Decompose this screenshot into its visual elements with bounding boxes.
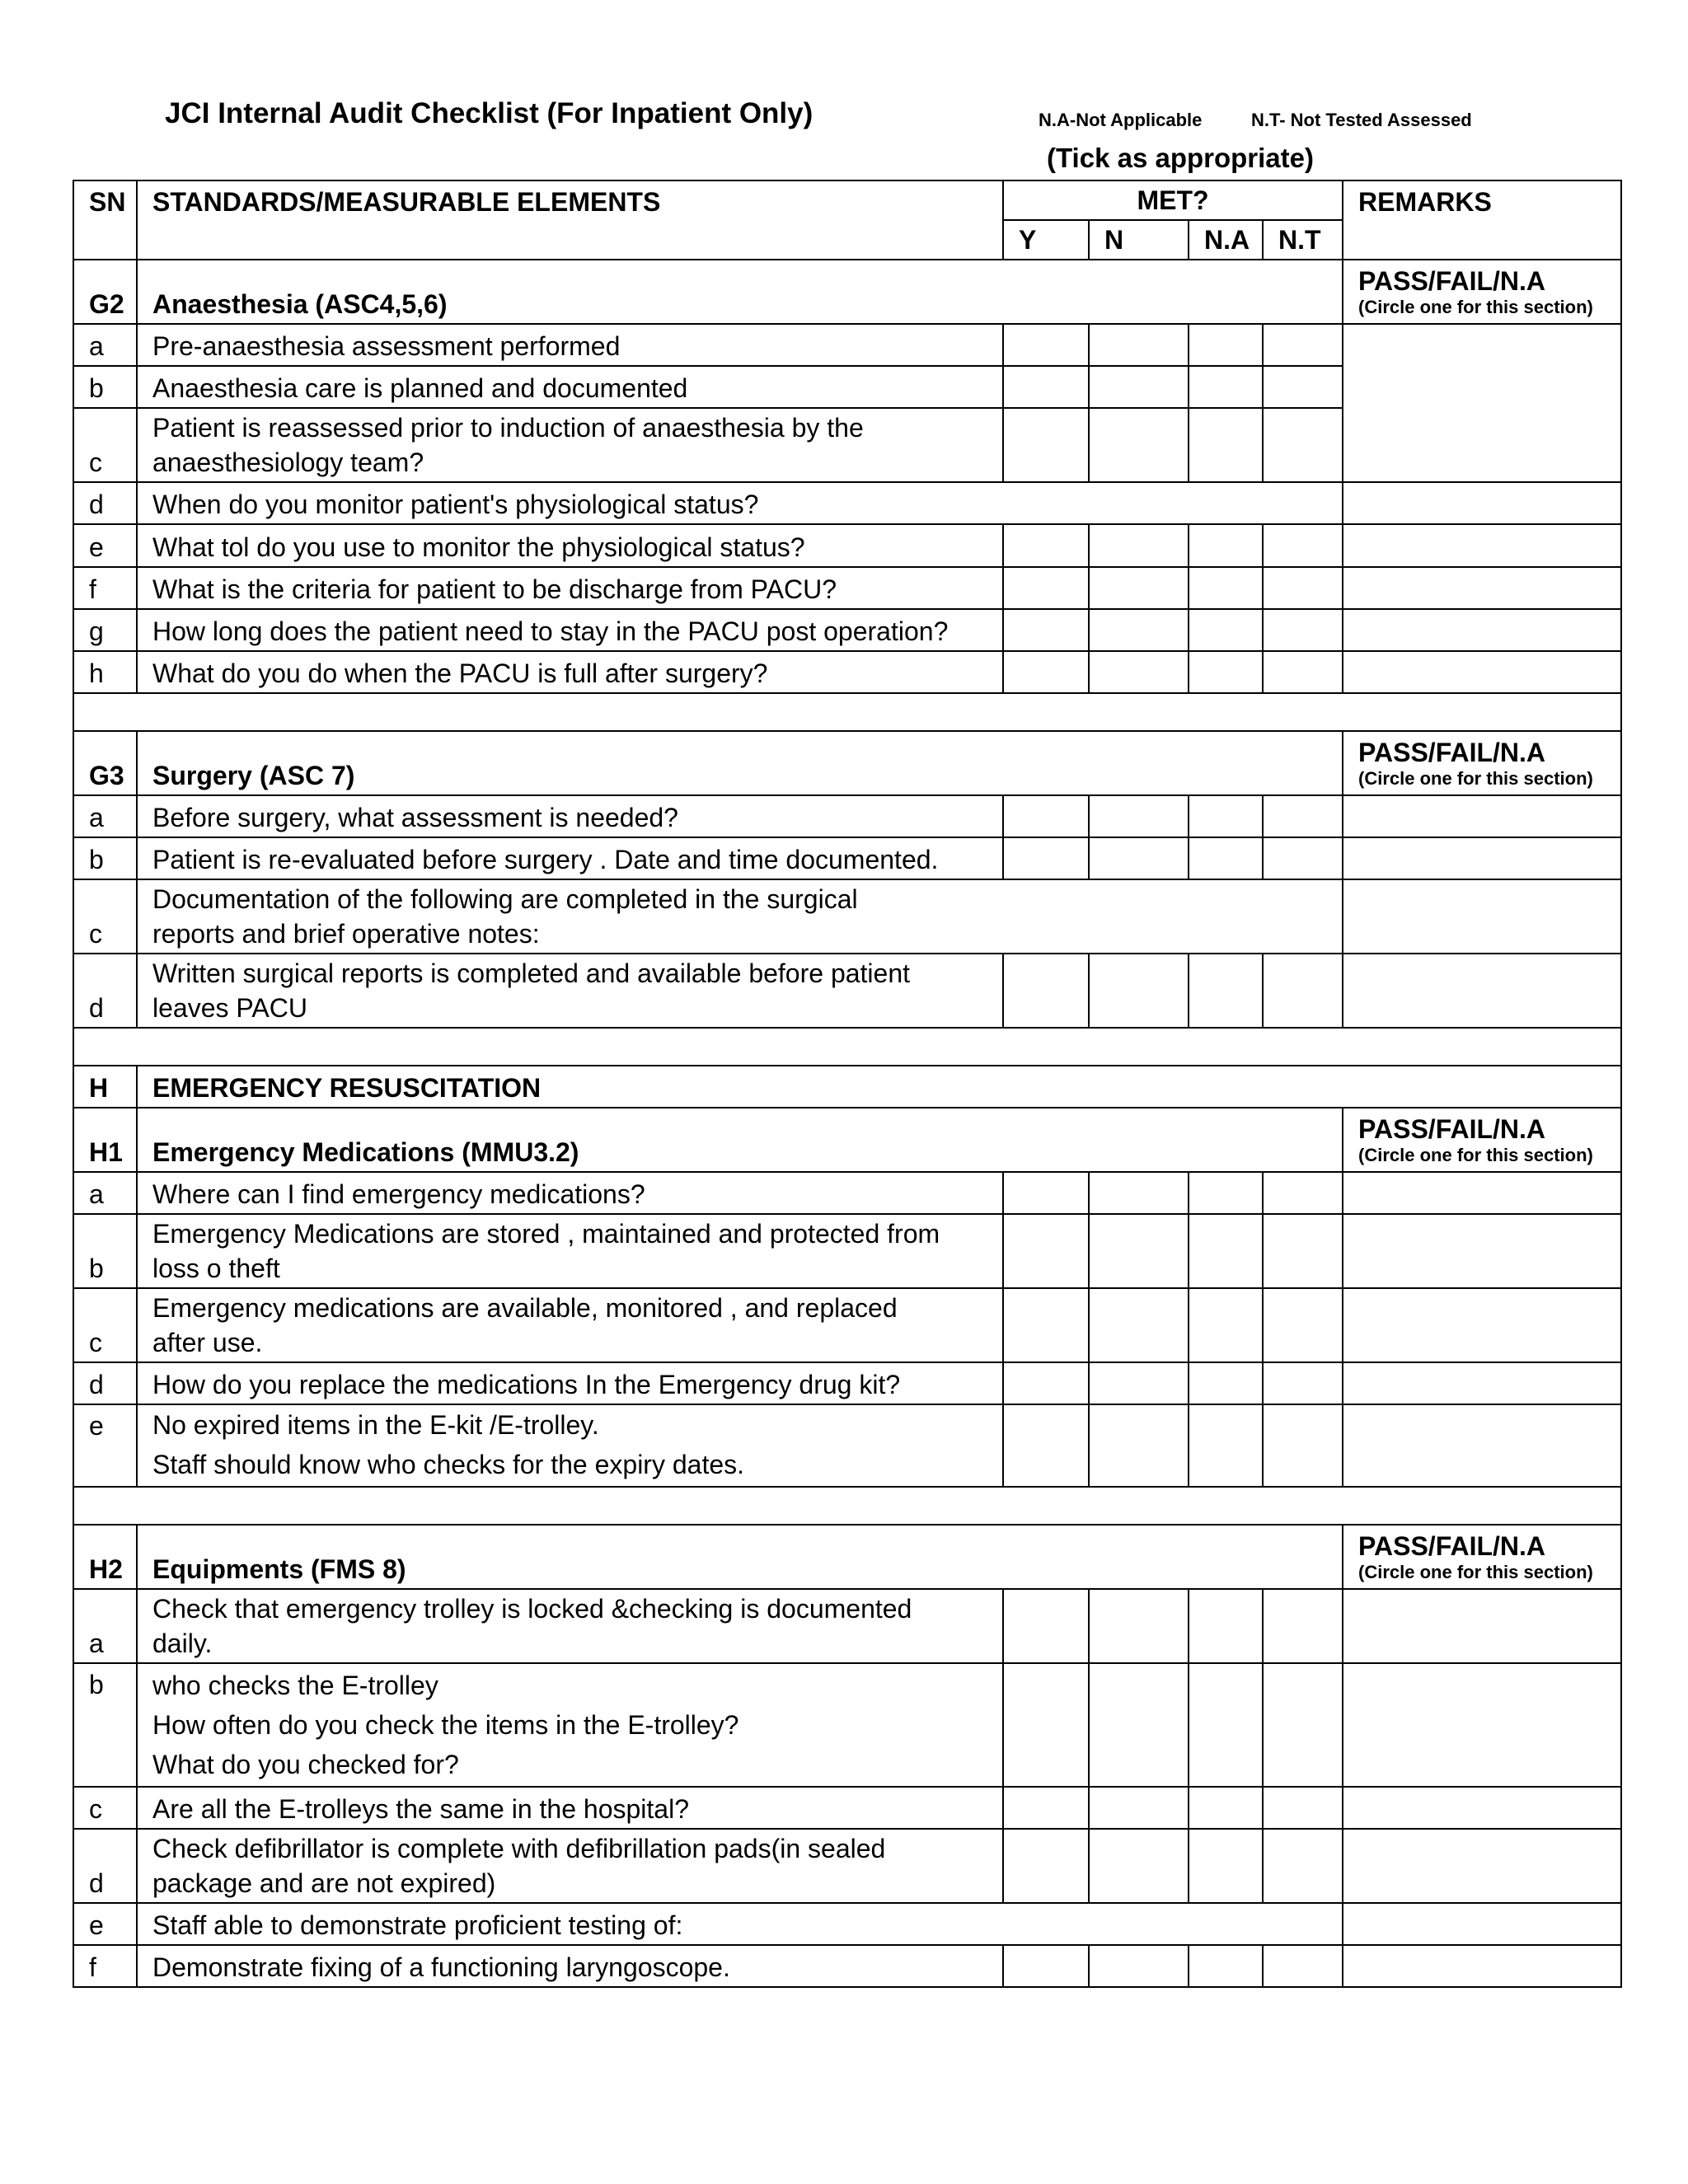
remarks-cell[interactable] xyxy=(1343,1787,1621,1829)
table-row xyxy=(73,609,1621,651)
met-nt-checkbox[interactable] xyxy=(1263,1362,1343,1404)
item-sn: e xyxy=(73,1404,137,1487)
item-sn: c xyxy=(73,1787,137,1829)
item-text-line: anaesthesiology team? xyxy=(152,448,424,477)
pass-fail-label: PASS/FAIL/N.A xyxy=(1358,738,1546,767)
table-row xyxy=(73,482,1621,524)
table-row xyxy=(73,1829,1621,1903)
item-sn: d xyxy=(73,1829,137,1903)
column-header-standards: STANDARDS/MEASURABLE ELEMENTS xyxy=(137,180,1003,260)
met-na-checkbox[interactable] xyxy=(1189,1829,1263,1903)
item-sn: d xyxy=(73,1362,137,1404)
remarks-cell[interactable] xyxy=(1343,879,1621,954)
section-header-h xyxy=(73,1066,1621,1108)
item-text: Anaesthesia care is planned and documented xyxy=(137,366,1003,408)
met-y-checkbox[interactable] xyxy=(1003,1362,1089,1404)
item-sn: d xyxy=(73,954,137,1028)
met-nt-checkbox[interactable] xyxy=(1263,1288,1343,1362)
pass-fail-cell[interactable] xyxy=(1343,1525,1621,1589)
met-nt-checkbox[interactable] xyxy=(1263,609,1343,651)
met-nt-checkbox[interactable] xyxy=(1263,651,1343,693)
met-n-checkbox[interactable] xyxy=(1089,1787,1189,1829)
met-y-checkbox[interactable] xyxy=(1003,795,1089,837)
met-na-checkbox[interactable] xyxy=(1189,408,1263,482)
table-row xyxy=(73,651,1621,693)
item-sn: e xyxy=(73,524,137,567)
met-na-checkbox[interactable] xyxy=(1189,1589,1263,1663)
met-na-checkbox[interactable] xyxy=(1189,795,1263,837)
pass-fail-label: PASS/FAIL/N.A xyxy=(1358,266,1546,296)
met-na-checkbox[interactable] xyxy=(1189,1945,1263,1987)
table-row xyxy=(73,1663,1621,1787)
met-nt-checkbox[interactable] xyxy=(1263,1829,1343,1903)
met-nt-checkbox[interactable] xyxy=(1263,567,1343,609)
section-title: EMERGENCY RESUSCITATION xyxy=(137,1066,1621,1108)
column-header-nt: N.T xyxy=(1263,220,1343,260)
remarks-cell[interactable] xyxy=(1343,954,1621,1028)
remarks-cell[interactable] xyxy=(1343,1663,1621,1787)
item-sn: a xyxy=(73,324,137,366)
met-y-checkbox[interactable] xyxy=(1003,324,1089,366)
circle-note: (Circle one for this section) xyxy=(1358,297,1593,317)
met-n-checkbox[interactable] xyxy=(1089,837,1189,879)
met-n-checkbox[interactable] xyxy=(1089,408,1189,482)
met-n-checkbox[interactable] xyxy=(1089,1945,1189,1987)
item-text: When do you monitor patient's physiological status? xyxy=(137,482,1343,524)
remarks-cell[interactable] xyxy=(1343,609,1621,651)
item-text: Pre-anaesthesia assessment performed xyxy=(137,324,1003,366)
met-n-checkbox[interactable] xyxy=(1089,366,1189,408)
item-text-line: reports and brief operative notes: xyxy=(152,919,540,949)
met-n-checkbox[interactable] xyxy=(1089,1589,1189,1663)
met-nt-checkbox[interactable] xyxy=(1263,324,1343,366)
section-title: Surgery (ASC 7) xyxy=(137,731,1343,795)
met-y-checkbox[interactable] xyxy=(1003,1404,1089,1487)
met-y-checkbox[interactable] xyxy=(1003,1214,1089,1288)
column-header-n: N xyxy=(1089,220,1189,260)
item-text xyxy=(137,408,1003,482)
item-sn: a xyxy=(73,1589,137,1663)
remarks-cell[interactable] xyxy=(1343,482,1621,524)
item-sn: c xyxy=(73,1288,137,1362)
met-n-checkbox[interactable] xyxy=(1089,1214,1189,1288)
table-row xyxy=(73,1288,1621,1362)
remarks-cell[interactable] xyxy=(1343,1214,1621,1288)
item-text: What is the criteria for patient to be discharge from PACU? xyxy=(137,567,1003,609)
spacer-row xyxy=(73,693,1621,731)
item-text-line: Emergency medications are available, monitored , and replaced xyxy=(152,1293,898,1323)
met-nt-checkbox[interactable] xyxy=(1263,1787,1343,1829)
met-nt-checkbox[interactable] xyxy=(1263,795,1343,837)
column-header-remarks: REMARKS xyxy=(1343,180,1621,260)
met-nt-checkbox[interactable] xyxy=(1263,366,1343,408)
spacer-cell xyxy=(73,693,1621,731)
item-text-line: How often do you check the items in the E-trolley? xyxy=(152,1710,739,1740)
item-sn: b xyxy=(73,1663,137,1787)
column-header-sn: SN xyxy=(73,180,137,260)
table-row xyxy=(73,1362,1621,1404)
circle-note: (Circle one for this section) xyxy=(1358,1562,1593,1582)
table-row xyxy=(73,954,1621,1028)
met-nt-checkbox[interactable] xyxy=(1263,1404,1343,1487)
item-text: What tol do you use to monitor the physiological status? xyxy=(137,524,1003,567)
spacer-cell xyxy=(73,1487,1621,1525)
item-text xyxy=(137,1288,1003,1362)
section-code: G2 xyxy=(73,260,137,324)
met-n-checkbox[interactable] xyxy=(1089,1288,1189,1362)
remarks-cell[interactable] xyxy=(1343,795,1621,837)
item-text-line: What do you checked for? xyxy=(152,1750,459,1779)
item-text-line: daily. xyxy=(152,1629,213,1658)
met-na-checkbox[interactable] xyxy=(1189,366,1263,408)
met-n-checkbox[interactable] xyxy=(1089,1829,1189,1903)
met-na-checkbox[interactable] xyxy=(1189,1288,1263,1362)
item-text-line: Check that emergency trolley is locked &checking is documented xyxy=(152,1594,912,1624)
table-row xyxy=(73,1214,1621,1288)
met-y-checkbox[interactable] xyxy=(1003,408,1089,482)
item-sn: b xyxy=(73,1214,137,1288)
section-code: H1 xyxy=(73,1108,137,1172)
remarks-cell[interactable] xyxy=(1343,324,1621,482)
met-n-checkbox[interactable] xyxy=(1089,1362,1189,1404)
item-text xyxy=(137,1663,1003,1787)
met-y-checkbox[interactable] xyxy=(1003,1288,1089,1362)
item-sn: f xyxy=(73,567,137,609)
item-text-line: Patient is reassessed prior to induction of anaesthesia by the xyxy=(152,413,864,443)
table-row xyxy=(73,567,1621,609)
met-y-checkbox[interactable] xyxy=(1003,1787,1089,1829)
pass-fail-cell[interactable] xyxy=(1343,260,1621,324)
item-sn: d xyxy=(73,482,137,524)
met-na-checkbox[interactable] xyxy=(1189,1362,1263,1404)
remarks-cell[interactable] xyxy=(1343,524,1621,567)
item-text-line: package and are not expired) xyxy=(152,1868,496,1898)
remarks-cell[interactable] xyxy=(1343,1903,1621,1945)
item-text xyxy=(137,1589,1003,1663)
item-text xyxy=(137,1404,1003,1487)
met-n-checkbox[interactable] xyxy=(1089,1404,1189,1487)
item-text: What do you do when the PACU is full after surgery? xyxy=(137,651,1003,693)
remarks-cell[interactable] xyxy=(1343,1945,1621,1987)
section-header-g3 xyxy=(73,731,1621,795)
table-row xyxy=(73,1404,1621,1487)
circle-note: (Circle one for this section) xyxy=(1358,768,1593,789)
table-row xyxy=(73,879,1621,954)
met-nt-checkbox[interactable] xyxy=(1263,954,1343,1028)
met-nt-checkbox[interactable] xyxy=(1263,408,1343,482)
met-n-checkbox[interactable] xyxy=(1089,524,1189,567)
item-text xyxy=(137,1829,1003,1903)
table-row xyxy=(73,837,1621,879)
remarks-cell[interactable] xyxy=(1343,1288,1621,1362)
section-header-g2 xyxy=(73,260,1621,324)
met-n-checkbox[interactable] xyxy=(1089,1172,1189,1214)
met-y-checkbox[interactable] xyxy=(1003,567,1089,609)
met-y-checkbox[interactable] xyxy=(1003,1829,1089,1903)
remarks-cell[interactable] xyxy=(1343,1404,1621,1487)
spacer-cell xyxy=(73,1028,1621,1066)
met-n-checkbox[interactable] xyxy=(1089,567,1189,609)
item-text-line: who checks the E-trolley xyxy=(152,1671,438,1700)
met-nt-checkbox[interactable] xyxy=(1263,524,1343,567)
remarks-cell[interactable] xyxy=(1343,1829,1621,1903)
pass-fail-cell[interactable] xyxy=(1343,731,1621,795)
item-text-line: Documentation of the following are completed in the surgical xyxy=(152,884,858,914)
remarks-cell[interactable] xyxy=(1343,1589,1621,1663)
legend-not-applicable: N.A-Not Applicable xyxy=(1039,110,1203,130)
item-text: Are all the E-trolleys the same in the hospital? xyxy=(137,1787,1003,1829)
met-n-checkbox[interactable] xyxy=(1089,324,1189,366)
met-nt-checkbox[interactable] xyxy=(1263,1945,1343,1987)
met-na-checkbox[interactable] xyxy=(1189,651,1263,693)
met-nt-checkbox[interactable] xyxy=(1263,1214,1343,1288)
met-na-checkbox[interactable] xyxy=(1189,837,1263,879)
met-y-checkbox[interactable] xyxy=(1003,524,1089,567)
item-text-line: leaves PACU xyxy=(152,993,307,1023)
met-na-checkbox[interactable] xyxy=(1189,1787,1263,1829)
item-text-line: Staff should know who checks for the expiry dates. xyxy=(152,1450,745,1479)
pass-fail-label: PASS/FAIL/N.A xyxy=(1358,1531,1546,1561)
section-code: H2 xyxy=(73,1525,137,1589)
remarks-cell[interactable] xyxy=(1343,651,1621,693)
met-na-checkbox[interactable] xyxy=(1189,1214,1263,1288)
item-text: Demonstrate fixing of a functioning laryngoscope. xyxy=(137,1945,1003,1987)
pass-fail-cell[interactable] xyxy=(1343,1108,1621,1172)
met-na-checkbox[interactable] xyxy=(1189,1172,1263,1214)
item-text: Where can I find emergency medications? xyxy=(137,1172,1003,1214)
table-row xyxy=(73,1787,1621,1829)
met-nt-checkbox[interactable] xyxy=(1263,837,1343,879)
met-na-checkbox[interactable] xyxy=(1189,324,1263,366)
section-code: H xyxy=(73,1066,137,1108)
met-n-checkbox[interactable] xyxy=(1089,1663,1189,1787)
column-header-met: MET? xyxy=(1003,180,1343,220)
met-na-checkbox[interactable] xyxy=(1189,609,1263,651)
met-na-checkbox[interactable] xyxy=(1189,954,1263,1028)
item-sn: h xyxy=(73,651,137,693)
pass-fail-label: PASS/FAIL/N.A xyxy=(1358,1114,1546,1144)
remarks-cell[interactable] xyxy=(1343,567,1621,609)
table-row xyxy=(73,1945,1621,1987)
item-text-line: Written surgical reports is completed and available before patient xyxy=(152,958,911,988)
item-sn: b xyxy=(73,837,137,879)
table-row xyxy=(73,1172,1621,1214)
item-sn: e xyxy=(73,1903,137,1945)
table-row xyxy=(73,1903,1621,1945)
met-nt-checkbox[interactable] xyxy=(1263,1172,1343,1214)
item-text: How do you replace the medications In the Emergency drug kit? xyxy=(137,1362,1003,1404)
section-title: Equipments (FMS 8) xyxy=(137,1525,1343,1589)
met-na-checkbox[interactable] xyxy=(1189,524,1263,567)
table-row xyxy=(73,524,1621,567)
item-sn: g xyxy=(73,609,137,651)
audit-checklist-table xyxy=(73,180,1622,1988)
met-na-checkbox[interactable] xyxy=(1189,1663,1263,1787)
item-text xyxy=(137,879,1343,954)
legend-not-tested: N.T- Not Tested Assessed xyxy=(1251,110,1472,130)
page-title: JCI Internal Audit Checklist (For Inpatient Only) xyxy=(165,97,814,129)
met-y-checkbox[interactable] xyxy=(1003,609,1089,651)
item-sn: a xyxy=(73,795,137,837)
met-n-checkbox[interactable] xyxy=(1089,651,1189,693)
item-text-line: Check defibrillator is complete with defibrillation pads(in sealed xyxy=(152,1834,886,1863)
section-header-h1 xyxy=(73,1108,1621,1172)
column-header-y: Y xyxy=(1003,220,1089,260)
met-y-checkbox[interactable] xyxy=(1003,1172,1089,1214)
section-header-h2 xyxy=(73,1525,1621,1589)
item-sn: c xyxy=(73,408,137,482)
remarks-cell[interactable] xyxy=(1343,1172,1621,1214)
item-text: Before surgery, what assessment is needed? xyxy=(137,795,1003,837)
section-title: Anaesthesia (ASC4,5,6) xyxy=(137,260,1343,324)
item-sn: b xyxy=(73,366,137,408)
tick-instruction: (Tick as appropriate) xyxy=(1047,143,1314,173)
table-row xyxy=(73,1589,1621,1663)
met-nt-checkbox[interactable] xyxy=(1263,1663,1343,1787)
remarks-cell[interactable] xyxy=(1343,837,1621,879)
column-header-na: N.A xyxy=(1189,220,1263,260)
section-title: Emergency Medications (MMU3.2) xyxy=(137,1108,1343,1172)
spacer-row xyxy=(73,1028,1621,1066)
met-n-checkbox[interactable] xyxy=(1089,954,1189,1028)
item-text: Staff able to demonstrate proficient testing of: xyxy=(137,1903,1343,1945)
met-na-checkbox[interactable] xyxy=(1189,1404,1263,1487)
circle-note: (Circle one for this section) xyxy=(1358,1145,1593,1165)
met-y-checkbox[interactable] xyxy=(1003,1663,1089,1787)
item-text-line: No expired items in the E-kit /E-trolley. xyxy=(152,1410,599,1440)
table-row xyxy=(73,795,1621,837)
item-text xyxy=(137,1214,1003,1288)
met-y-checkbox[interactable] xyxy=(1003,651,1089,693)
item-sn: a xyxy=(73,1172,137,1214)
table-row xyxy=(73,324,1621,366)
met-n-checkbox[interactable] xyxy=(1089,609,1189,651)
remarks-cell[interactable] xyxy=(1343,1362,1621,1404)
met-y-checkbox[interactable] xyxy=(1003,366,1089,408)
met-y-checkbox[interactable] xyxy=(1003,837,1089,879)
met-nt-checkbox[interactable] xyxy=(1263,1589,1343,1663)
item-sn: c xyxy=(73,879,137,954)
section-code: G3 xyxy=(73,731,137,795)
item-text-line: Emergency Medications are stored , maintained and protected from xyxy=(152,1219,940,1249)
spacer-row xyxy=(73,1487,1621,1525)
met-y-checkbox[interactable] xyxy=(1003,954,1089,1028)
item-text-line: after use. xyxy=(152,1328,263,1357)
item-sn: f xyxy=(73,1945,137,1987)
met-na-checkbox[interactable] xyxy=(1189,567,1263,609)
met-n-checkbox[interactable] xyxy=(1089,795,1189,837)
item-text: Patient is re-evaluated before surgery . Date and time documented. xyxy=(137,837,1003,879)
item-text xyxy=(137,954,1003,1028)
item-text: How long does the patient need to stay in the PACU post operation? xyxy=(137,609,1003,651)
met-y-checkbox[interactable] xyxy=(1003,1945,1089,1987)
met-y-checkbox[interactable] xyxy=(1003,1589,1089,1663)
item-text-line: loss o theft xyxy=(152,1254,280,1283)
